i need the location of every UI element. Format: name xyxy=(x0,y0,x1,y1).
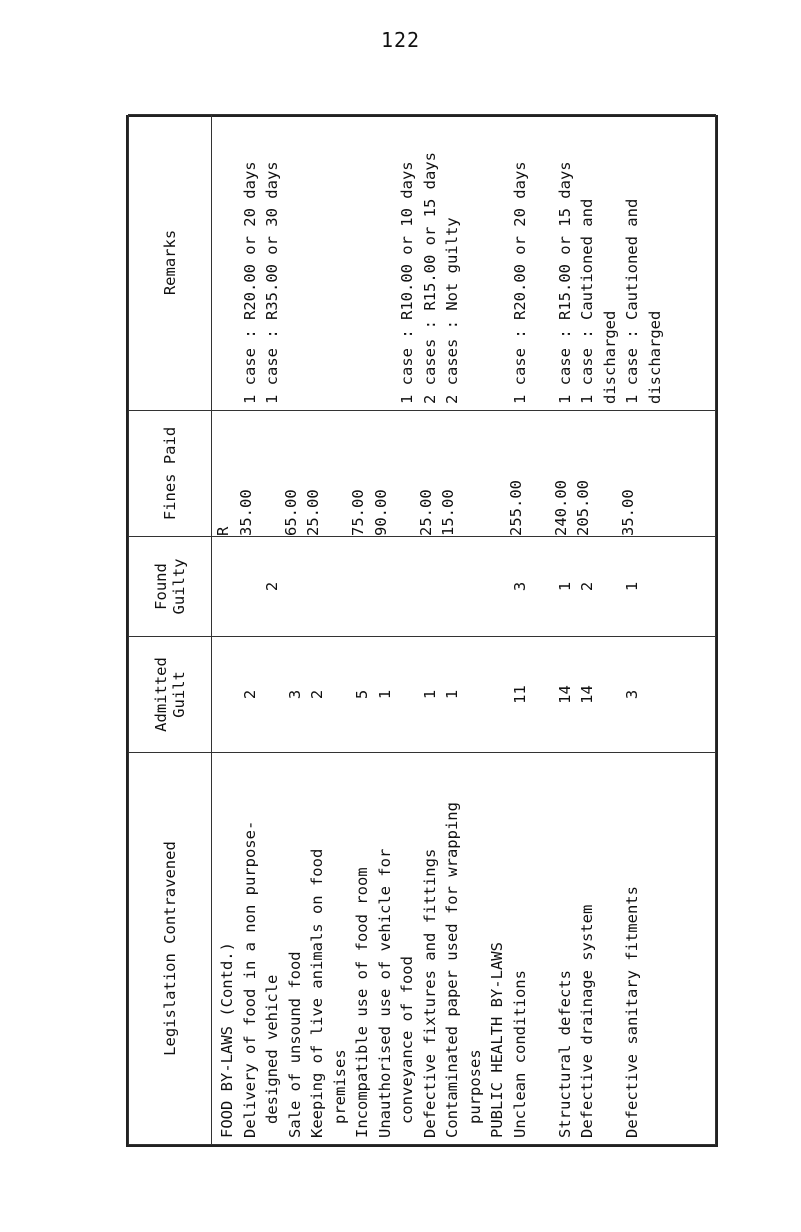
fines-cell xyxy=(595,411,618,536)
remarks-cell xyxy=(486,115,509,410)
remarks-cell: 1 case : R35.00 or 30 days xyxy=(263,161,281,404)
found-cell: 2 xyxy=(263,581,281,592)
remarks-cell xyxy=(329,115,352,410)
fines-cell xyxy=(460,411,483,536)
fines-cell xyxy=(527,411,550,536)
legislation-cell: Defective drainage system xyxy=(578,904,596,1138)
remarks-cell xyxy=(374,115,397,410)
header-admitted-guilt: Admitted Guilt xyxy=(129,637,212,753)
found-cell xyxy=(396,537,419,636)
legislation-cell: FOOD BY-LAWS (Contd.) xyxy=(218,942,236,1138)
fines-cell xyxy=(257,411,280,536)
admitted-cell xyxy=(464,637,487,752)
admitted-cell: 5 xyxy=(353,689,371,700)
found-cell xyxy=(216,537,239,636)
admitted-cell xyxy=(329,637,352,752)
admitted-cell xyxy=(396,637,419,752)
admitted-cell: 11 xyxy=(510,685,529,704)
found-cell xyxy=(419,537,442,636)
legislation-cell: Unclean conditions xyxy=(510,970,529,1138)
fines-cell: 35.00 xyxy=(236,489,255,536)
remarks-cell xyxy=(306,115,329,410)
found-cell xyxy=(351,537,374,636)
legislation-cell xyxy=(531,753,554,1144)
found-cell: 1 xyxy=(555,581,574,592)
legislation-cell: PUBLIC HEALTH BY-LAWS xyxy=(488,942,506,1138)
fines-cell: 90.00 xyxy=(371,489,390,536)
admitted-cell: 14 xyxy=(555,685,574,704)
found-cell xyxy=(599,537,622,636)
found-cell: 1 xyxy=(623,581,641,592)
remarks-column xyxy=(212,115,716,411)
admitted-cell: 14 xyxy=(578,685,596,704)
remarks-cell: 2 cases : Not guilty xyxy=(443,217,461,404)
fines-paid-column xyxy=(212,411,716,537)
header-legislation: Legislation Contravened xyxy=(129,753,212,1145)
admitted-cell xyxy=(261,637,284,752)
found-cell xyxy=(306,537,329,636)
page-number: 122 xyxy=(380,28,421,52)
found-cell xyxy=(531,537,554,636)
remarks-cell: discharged xyxy=(645,310,664,404)
remarks-cell: 2 cases : R15.00 or 15 days xyxy=(420,152,439,404)
legislation-cell: designed vehicle xyxy=(263,974,281,1124)
admitted-cell: 2 xyxy=(308,689,326,700)
remarks-cell: discharged xyxy=(600,310,619,404)
fines-cell: 75.00 xyxy=(349,489,367,536)
remarks-cell: 1 case : Cautioned and xyxy=(578,198,596,404)
admitted-cell: 2 xyxy=(240,689,259,700)
fines-cell xyxy=(392,411,415,536)
found-cell xyxy=(329,537,352,636)
legislation-cell: conveyance of food xyxy=(398,956,416,1124)
legislation-cell xyxy=(599,753,622,1144)
remarks-cell xyxy=(216,115,239,410)
found-cell xyxy=(441,537,464,636)
fines-cell: 15.00 xyxy=(439,489,457,536)
header-found-guilty: Found Guilty xyxy=(129,537,212,637)
currency-label: R xyxy=(214,526,232,536)
legislation-cell: Structural defects xyxy=(555,970,574,1138)
fines-cell: 240.00 xyxy=(551,480,570,536)
legislation-cell: Delivery of food in a non purpose- xyxy=(240,820,259,1138)
legislation-cell: Incompatible use of food room xyxy=(353,867,371,1138)
remarks-cell: 1 case : R20.00 or 20 days xyxy=(240,161,259,404)
found-cell xyxy=(644,537,667,636)
remarks-cell xyxy=(531,115,554,410)
remarks-cell: 1 case : R15.00 or 15 days xyxy=(555,161,574,404)
admitted-cell xyxy=(644,637,667,752)
admitted-cell xyxy=(599,637,622,752)
admitted-cell: 1 xyxy=(420,689,439,700)
admitted-cell: 1 xyxy=(443,689,461,700)
fines-cell xyxy=(640,411,663,536)
found-cell xyxy=(284,537,307,636)
legislation-cell: Unauthorised use of vehicle for xyxy=(375,848,394,1138)
admitted-cell xyxy=(486,637,509,752)
fines-cell: 25.00 xyxy=(416,489,435,536)
remarks-cell: 1 case : R20.00 or 20 days xyxy=(510,161,529,404)
remarks-cell: 1 case : R10.00 or 10 days xyxy=(398,161,416,404)
header-remarks: Remarks xyxy=(129,115,212,411)
legislation-cell xyxy=(644,753,667,1144)
fines-cell: 205.00 xyxy=(574,480,592,536)
remarks-cell xyxy=(464,115,487,410)
found-cell xyxy=(374,537,397,636)
legislation-table xyxy=(126,115,718,1147)
fines-cell xyxy=(325,411,348,536)
fines-cell: 65.00 xyxy=(281,489,300,536)
legislation-cell: Sale of unsound food xyxy=(285,951,304,1138)
admitted-cell xyxy=(531,637,554,752)
header-fines-paid: Fines Paid xyxy=(129,411,212,537)
admitted-cell: 3 xyxy=(285,689,304,700)
found-cell xyxy=(486,537,509,636)
legislation-cell: Contaminated paper used for wrapping xyxy=(443,802,461,1138)
found-cell: 3 xyxy=(510,581,529,592)
fines-cell: 255.00 xyxy=(506,480,525,536)
fines-cell: 25.00 xyxy=(304,489,322,536)
fines-cell: 35.00 xyxy=(619,489,637,536)
found-guilty-column xyxy=(212,537,716,637)
legislation-cell: Defective fixtures and fittings xyxy=(420,848,439,1138)
admitted-cell xyxy=(216,637,239,752)
legislation-column xyxy=(212,753,716,1145)
rotated-table-area xyxy=(126,115,718,1147)
legislation-cell: Defective sanitary fitments xyxy=(623,886,641,1138)
legislation-cell: Keeping of live animals on food xyxy=(308,848,326,1138)
admitted-guilt-column xyxy=(212,637,716,753)
found-cell: 2 xyxy=(578,581,596,592)
admitted-cell: 1 xyxy=(375,689,394,700)
fines-cell xyxy=(482,411,505,536)
found-cell xyxy=(239,537,262,636)
found-cell xyxy=(464,537,487,636)
legislation-cell: purposes xyxy=(465,1049,484,1124)
admitted-cell: 3 xyxy=(623,689,641,700)
remarks-cell xyxy=(351,115,374,410)
legislation-cell: premises xyxy=(330,1049,349,1124)
remarks-cell xyxy=(284,115,307,410)
remarks-cell: 1 case : Cautioned and xyxy=(623,198,641,404)
